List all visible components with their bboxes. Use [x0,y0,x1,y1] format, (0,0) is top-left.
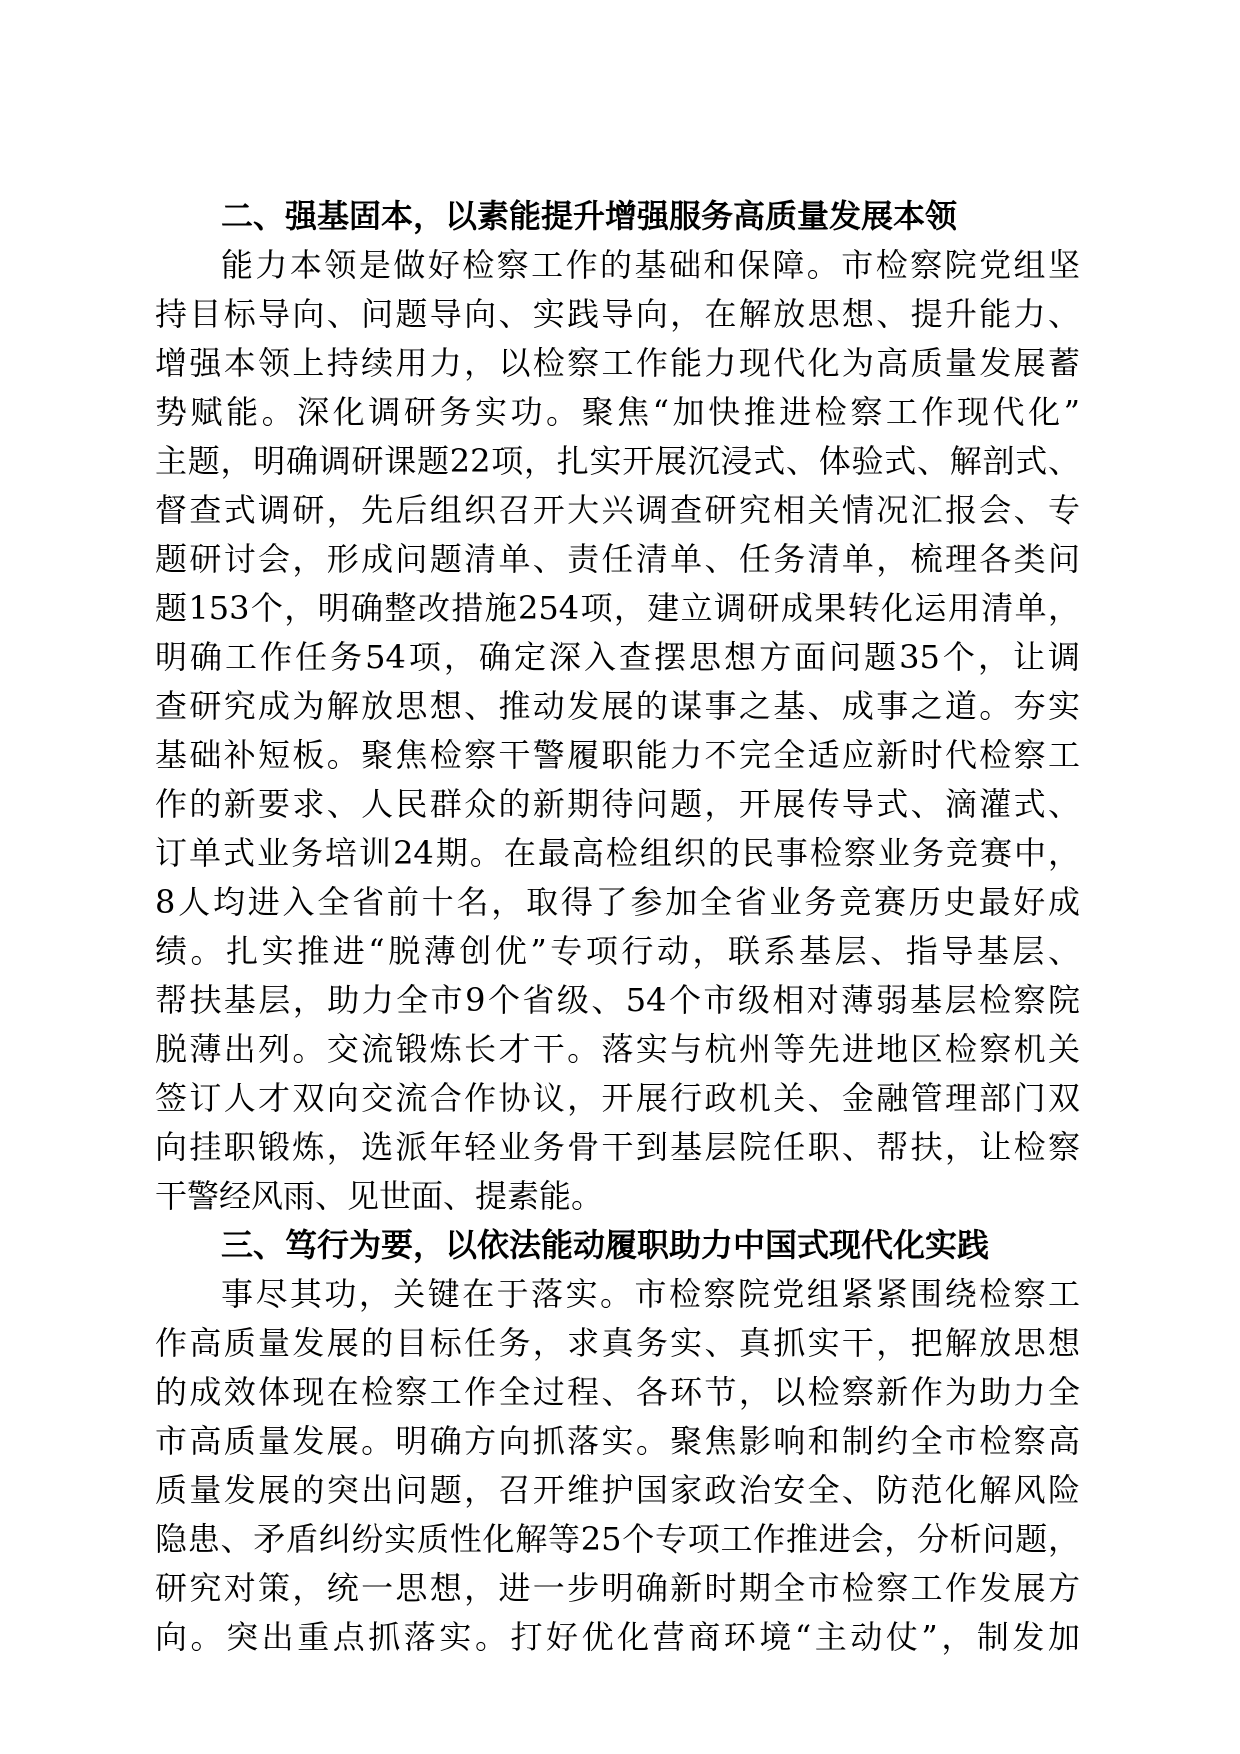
text-line: 作的新要求、人民群众的新期待问题，开展传导式、滴灌式、 [155,785,1080,823]
text-line: 势赋能。深化调研务实功。聚焦“加快推进检察工作现代化” [155,393,1080,431]
text-line: 签订人才双向交流合作协议，开展行政机关、金融管理部门双 [155,1079,1080,1117]
section-heading: 二、强基固本，以素能提升增强服务高质量发展本领 [221,197,958,235]
text-line: 题153个，明确整改措施254项，建立调研成果转化运用清单， [155,589,1080,627]
text-line: 隐患、矛盾纠纷实质性化解等25个专项工作推进会，分析问题， [155,1520,1080,1558]
text-line: 绩。扎实推进“脱薄创优”专项行动，联系基层、指导基层、 [155,932,1080,970]
text-line: 向挂职锻炼，选派年轻业务骨干到基层院任职、帮扶，让检察 [155,1128,1080,1166]
text-line: 订单式业务培训24期。在最高检组织的民事检察业务竞赛中， [155,834,1080,872]
text-line: 干警经风雨、见世面、提素能。 [155,1177,604,1215]
paragraph [155,241,1080,1221]
text-line: 市高质量发展。明确方向抓落实。聚焦影响和制约全市检察高 [155,1422,1080,1460]
text-line: 的成效体现在检察工作全过程、各环节，以检察新作为助力全 [155,1373,1080,1411]
section-heading: 三、笃行为要，以依法能动履职助力中国式现代化实践 [221,1226,990,1264]
text-line: 事尽其功，关键在于落实。市检察院党组紧紧围绕检察工 [221,1275,1080,1313]
text-line: 质量发展的突出问题，召开维护国家政治安全、防范化解风险 [155,1471,1080,1509]
text-line: 研究对策，统一思想，进一步明确新时期全市检察工作发展方 [155,1569,1080,1607]
text-line: 作高质量发展的目标任务，求真务实、真抓实干，把解放思想 [155,1324,1080,1362]
text-line: 向。突出重点抓落实。打好优化营商环境“主动仗”，制发加 [155,1618,1080,1656]
text-line: 持目标导向、问题导向、实践导向，在解放思想、提升能力、 [155,295,1080,333]
text-line: 督查式调研，先后组织召开大兴调查研究相关情况汇报会、专 [155,491,1080,529]
text-line: 增强本领上持续用力，以检察工作能力现代化为高质量发展蓄 [155,344,1080,382]
text-line: 题研讨会，形成问题清单、责任清单、任务清单，梳理各类问 [155,540,1080,578]
text-line: 8人均进入全省前十名，取得了参加全省业务竞赛历史最好成 [155,883,1080,921]
text-line: 脱薄出列。交流锻炼长才干。落实与杭州等先进地区检察机关 [155,1030,1080,1068]
document-body [155,192,1080,1662]
text-line: 基础补短板。聚焦检察干警履职能力不完全适应新时代检察工 [155,736,1080,774]
text-line: 明确工作任务54项，确定深入查摆思想方面问题35个，让调 [155,638,1080,676]
text-line: 帮扶基层，助力全市9个省级、54个市级相对薄弱基层检察院 [155,981,1080,1019]
text-line: 能力本领是做好检察工作的基础和保障。市检察院党组坚 [221,246,1080,284]
paragraph [155,1270,1080,1662]
text-line: 查研究成为解放思想、推动发展的谋事之基、成事之道。夯实 [155,687,1080,725]
text-line: 主题，明确调研课题22项，扎实开展沉浸式、体验式、解剖式、 [155,442,1080,480]
